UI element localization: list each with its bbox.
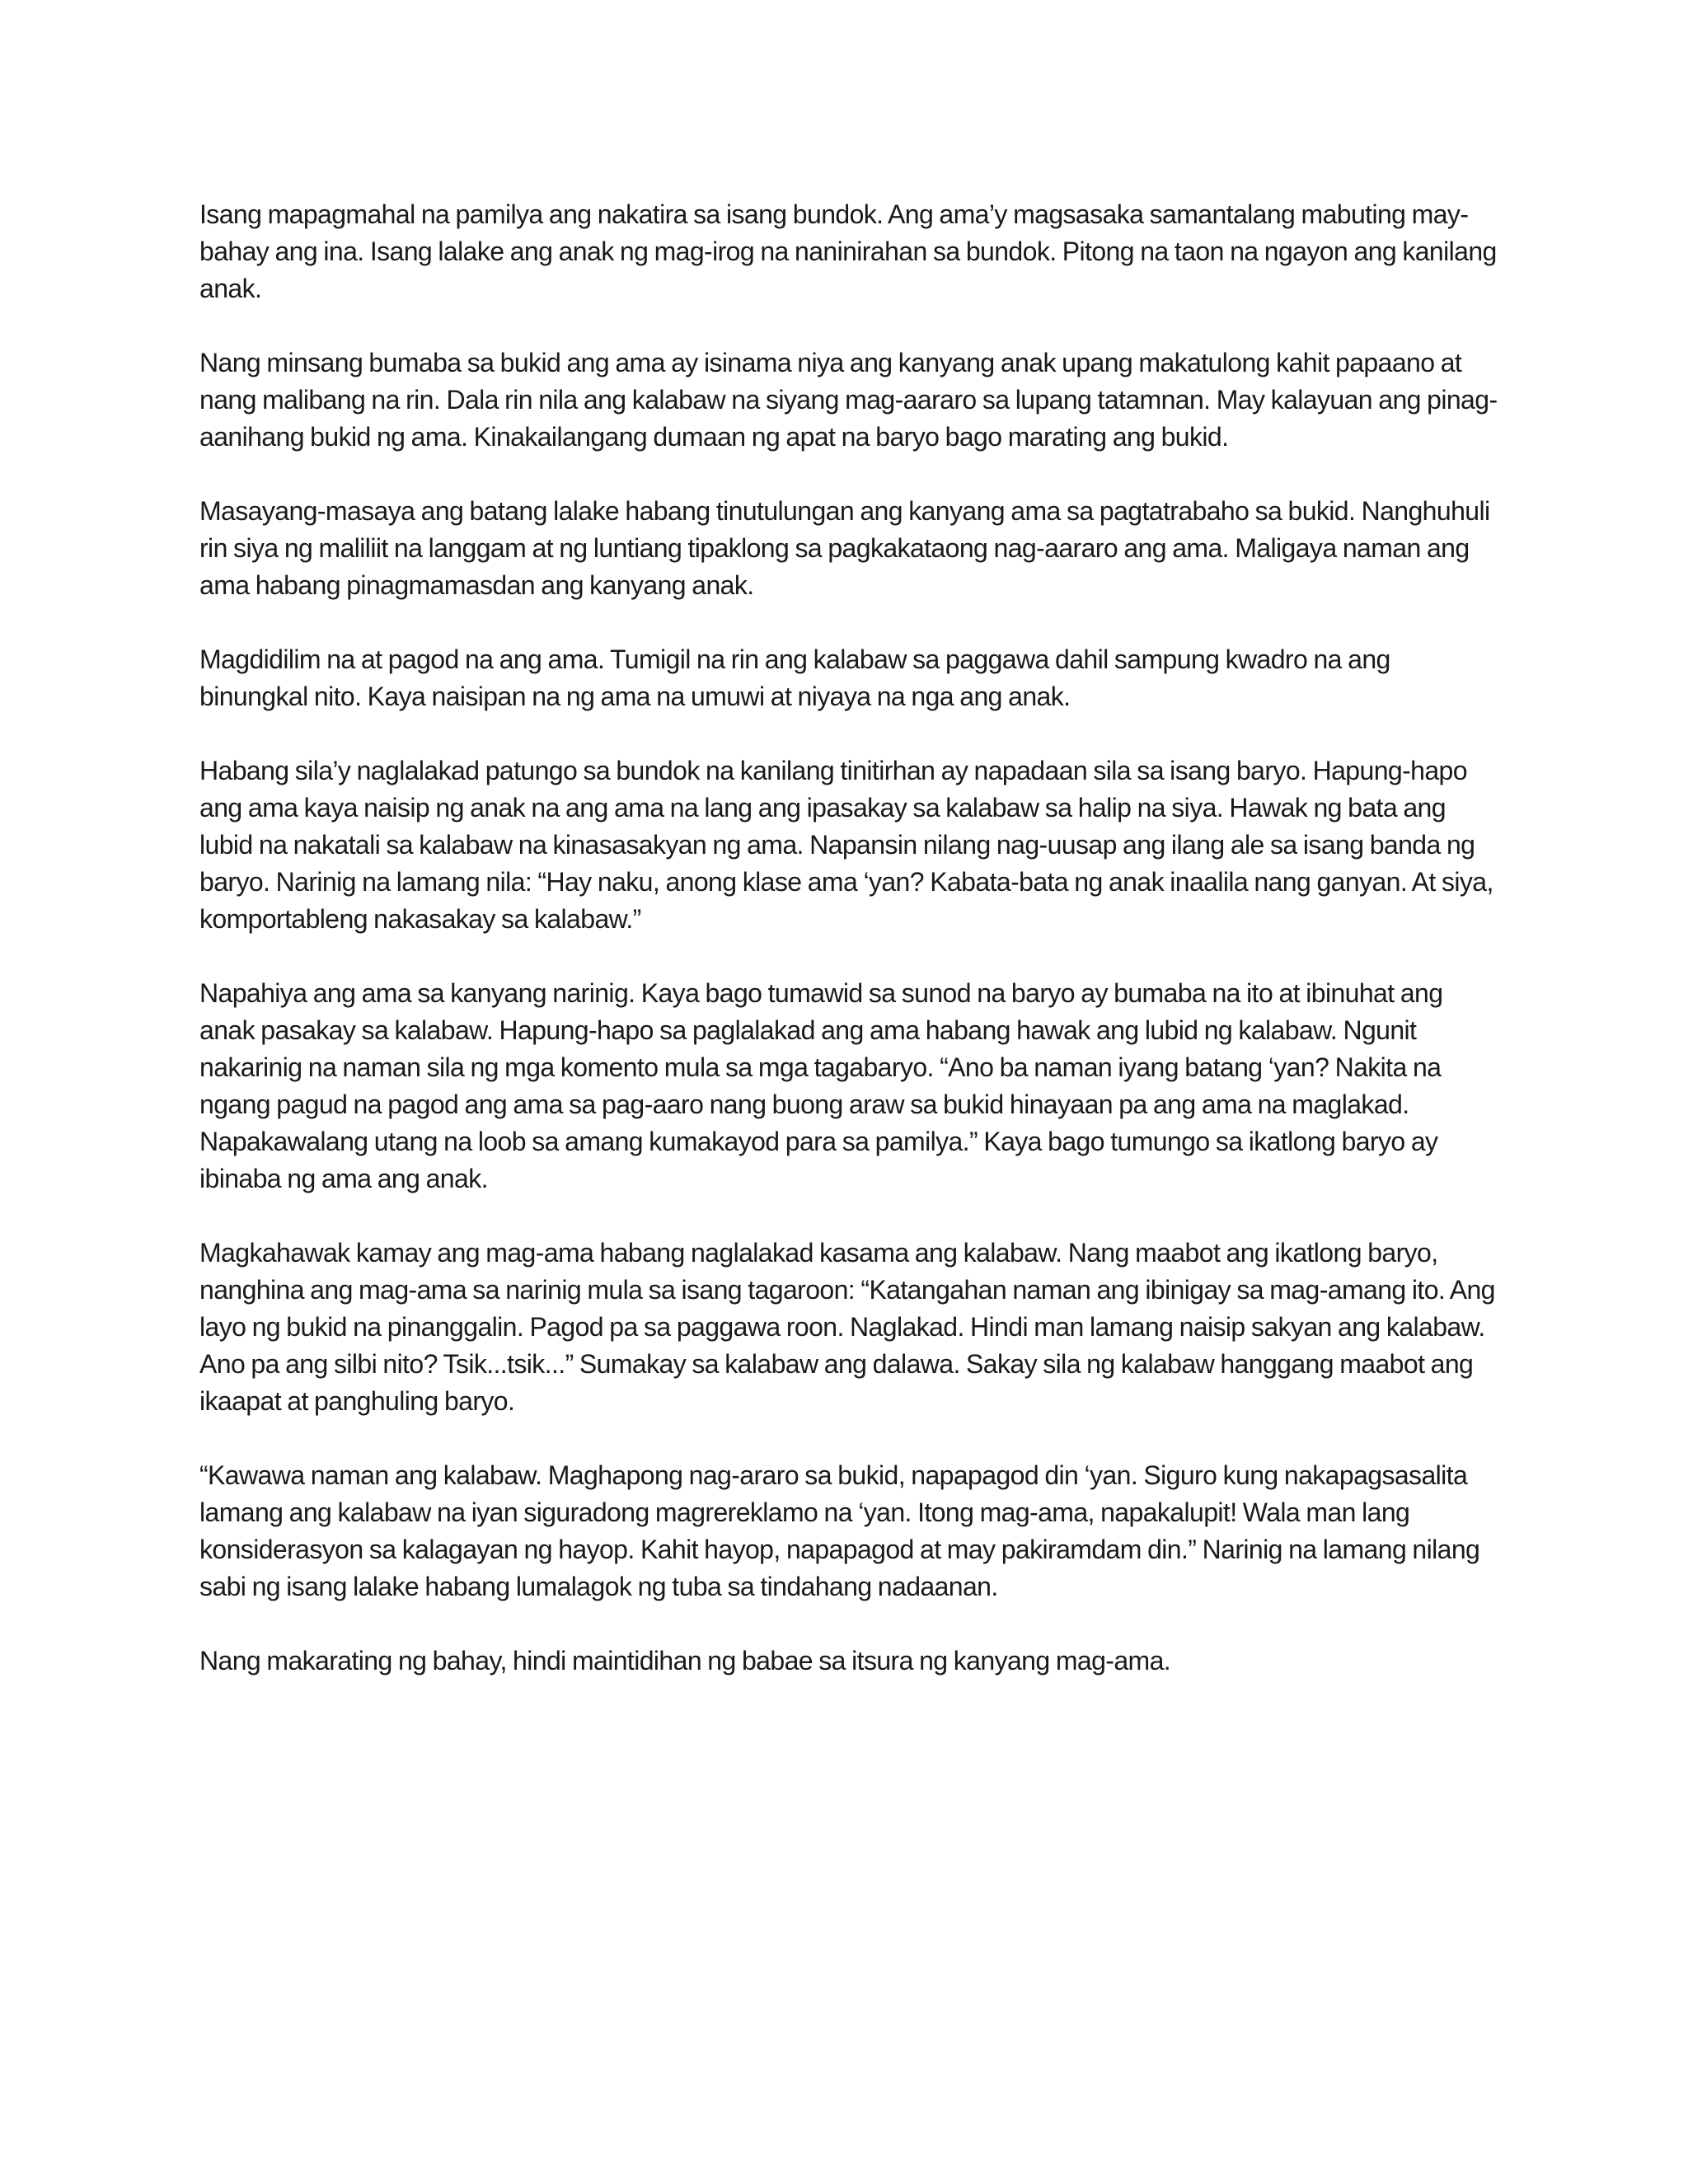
paragraph-5: Habang sila’y naglalakad patungo sa bundok na kanilang tinitirhan ay napadaan sila sa isang baryo. Hapung-hapo ang ama kaya naisip ng anak na ang ama na lang ang ipasakay sa kalabaw sa halip na siya. Hawak ng bata ang lubid na nakatali sa kalabaw na kinasasakyan ng ama. Napansin nilang nag-uusap ang ilang ale sa isang banda ng baryo. Narinig na lamang nila: “Hay naku, anong klase ama ‘yan? Kabata-bata ng anak inaalila nang ganyan. At siya, komportableng nakasakay sa kalabaw.” (199, 756, 1493, 934)
paragraph-9: Nang makarating ng bahay, hindi maintidihan ng babae sa itsura ng kanyang mag-ama. (199, 1646, 1171, 1675)
paragraph-1: Isang mapagmahal na pamilya ang nakatira sa isang bundok. Ang ama’y magsasaka samantalang mabuting may-bahay ang ina. Isang lalake ang anak ng mag-irog na naninirahan sa bundok. Pitong na taon na ngayon ang kanilang anak. (199, 199, 1497, 303)
paragraph-7: Magkahawak kamay ang mag-ama habang naglalakad kasama ang kalabaw. Nang maabot ang ikatlong baryo, nanghina ang mag-ama sa narinig mula sa isang tagaroon: “Katangahan naman ang ibinigay sa mag-amang ito. Ang layo ng bukid na pinanggalin. Pagod pa sa paggawa roon. Naglakad. Hindi man lamang naisip sakyan ang kalabaw. Ano pa ang silbi nito? Tsik...tsik...” Sumakay sa kalabaw ang dalawa. Sakay sila ng kalabaw hanggang maabot ang ikaapat at panghuling baryo. (199, 1238, 1495, 1416)
paragraph-6: Napahiya ang ama sa kanyang narinig. Kaya bago tumawid sa sunod na baryo ay bumaba na ito at ibinuhat ang anak pasakay sa kalabaw. Hapung-hapo sa paglalakad ang ama habang hawak ang lubid ng kalabaw. Ngunit nakarinig na naman sila ng mga komento mula sa mga tagabaryo. “Ano ba naman iyang batang ‘yan? Nakita na ngang pagud na pagod ang ama sa pag-aaro nang buong araw sa bukid hinayaan pa ang ama na maglakad. Napakawalang utang na loob sa amang kumakayod para sa pamilya.” Kaya bago tumungo sa ikatlong baryo ay ibinaba ng ama ang anak. (199, 978, 1443, 1193)
paragraph-3: Masayang-masaya ang batang lalake habang tinutulungan ang kanyang ama sa pagtatrabaho sa bukid. Nanghuhuli rin siya ng maliliit na langgam at ng luntiang tipaklong sa pagkakataong nag-aararo ang ama. Maligaya naman ang ama habang pinagmamasdan ang kanyang anak. (199, 496, 1490, 600)
document-body (199, 196, 1502, 1717)
paragraph-2: Nang minsang bumaba sa bukid ang ama ay isinama niya ang kanyang anak upang makatulong kahit papaano at nang malibang na rin. Dala rin nila ang kalabaw na siyang mag-aararo sa lupang tatamnan. May kalayuan ang pinag-aanihang bukid ng ama. Kinakailangang dumaan ng apat na baryo bago marating ang bukid. (199, 348, 1498, 452)
paragraph-8: “Kawawa naman ang kalabaw. Maghapong nag-araro sa bukid, napapagod din ‘yan. Siguro kung nakapagsasalita lamang ang kalabaw na iyan siguradong magrereklamo na ‘yan. Itong mag-ama, napakalupit! Wala man lang konsiderasyon sa kalagayan ng hayop. Kahit hayop, napapagod at may pakiramdam din.” Narinig na lamang nilang sabi ng isang lalake habang lumalagok ng tuba sa tindahang nadaanan. (199, 1460, 1480, 1601)
paragraph-4: Magdidilim na at pagod na ang ama. Tumigil na rin ang kalabaw sa paggawa dahil sampung kwadro na ang binungkal nito. Kaya naisipan na ng ama na umuwi at niyaya na nga ang anak. (199, 644, 1390, 711)
